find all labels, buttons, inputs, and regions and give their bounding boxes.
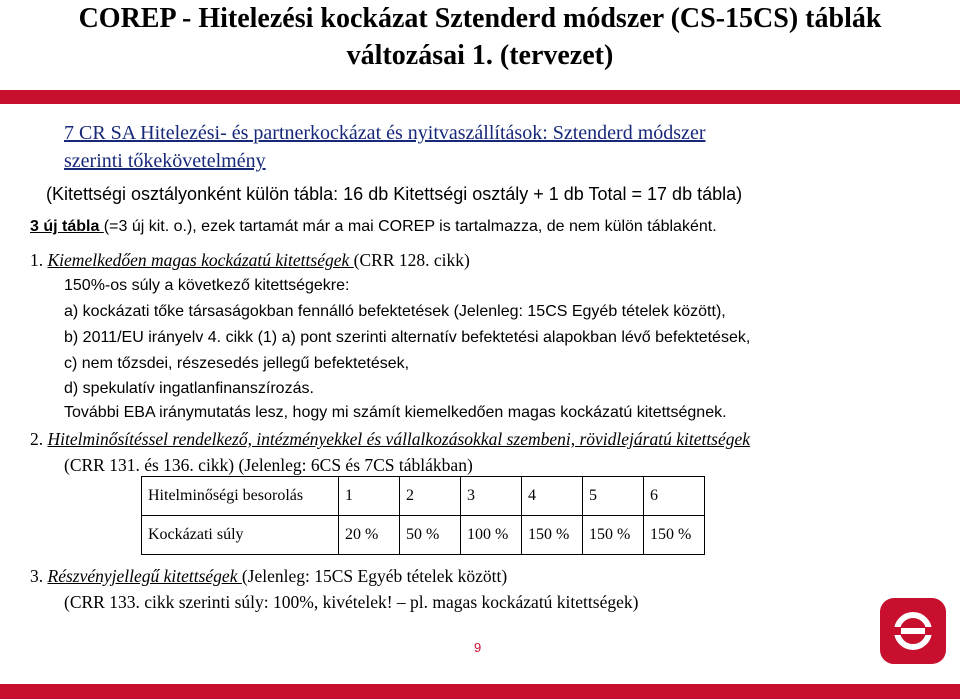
item-2-line-2: (CRR 131. és 136. cikk) (Jelenleg: 6CS és 7CS táblákban) xyxy=(64,455,473,475)
item-1-line: 150%-os súly a következő kitettségekre: xyxy=(64,277,350,294)
item-1-line: További EBA iránymutatás lesz, hogy mi számít kiemelkedően magas kockázatú kitettségnek. xyxy=(64,404,727,421)
item-1-line: d) spekulatív ingatlanfinanszírozás. xyxy=(64,380,314,397)
new-tables-bold: 3 új tábla xyxy=(30,218,104,235)
table-cell: 5 xyxy=(583,477,644,516)
table-row-label: Kockázati súly xyxy=(142,516,339,555)
table-cell: 100 % xyxy=(461,516,522,555)
page-number: 9 xyxy=(474,640,482,655)
bank-logo-icon xyxy=(880,598,946,664)
new-tables-line xyxy=(30,218,717,236)
table-cell: 6 xyxy=(644,477,705,516)
table-cell: 20 % xyxy=(339,516,400,555)
table-cell: 2 xyxy=(400,477,461,516)
item-2-title: Hitelminősítéssel rendelkező, intézményekkel és vállalkozásokkal szembeni, rövidlejáratú kitettségek xyxy=(47,429,751,449)
table-cell: 1 xyxy=(339,477,400,516)
table-row xyxy=(142,477,705,516)
title-line-1: COREP - Hitelezési kockázat Sztenderd módszer (CS-15CS) táblák xyxy=(78,3,882,34)
table-cell: 50 % xyxy=(400,516,461,555)
table-cell: 150 % xyxy=(583,516,644,555)
item-1-title: Kiemelkedően magas kockázatú kitettségek xyxy=(47,250,354,270)
item-1-line: b) 2011/EU irányelv 4. cikk (1) a) pont szerinti alternatív befektetési alapokban lévő befektetések, xyxy=(64,329,751,346)
table-cell: 150 % xyxy=(644,516,705,555)
note-line: (Kitettségi osztályonként külön tábla: 16 db Kitettségi osztály + 1 db Total = 17 db tábla) xyxy=(46,184,743,204)
item-3-title: Részvényjellegű kitettségek xyxy=(47,566,242,586)
bottom-accent-bar xyxy=(0,684,960,699)
item-1-number: 1. xyxy=(30,250,48,270)
item-2-heading xyxy=(30,429,750,450)
table-cell: 150 % xyxy=(522,516,583,555)
item-3-heading xyxy=(30,566,507,587)
subtitle-line-2: szerinti tőkekövetelmény xyxy=(64,150,266,172)
item-1-line: a) kockázati tőke társaságokban fennálló befektetések (Jelenleg: 15CS Egyéb tételek között), xyxy=(64,303,726,320)
top-accent-bar xyxy=(0,90,960,104)
title-line-2: változásai 1. (tervezet) xyxy=(346,40,614,71)
item-3-number: 3. xyxy=(30,566,48,586)
table-row-label: Hitelminőségi besorolás xyxy=(142,477,339,516)
subtitle-line-1: 7 CR SA Hitelezési- és partnerkockázat és nyitvaszállítások: Sztenderd módszer xyxy=(64,122,706,144)
item-1-ref: (CRR 128. cikk) xyxy=(353,250,470,270)
table-cell: 3 xyxy=(461,477,522,516)
item-3-line-2: (CRR 133. cikk szerinti súly: 100%, kivételek! – pl. magas kockázatú kitettségek) xyxy=(64,592,639,612)
page-title xyxy=(0,0,960,74)
table-cell: 4 xyxy=(522,477,583,516)
table-row xyxy=(142,516,705,555)
item-1-line: c) nem tőzsdei, részesedés jellegű befektetések, xyxy=(64,355,410,372)
item-2-number: 2. xyxy=(30,429,48,449)
item-3-ref: (Jelenleg: 15CS Egyéb tételek között) xyxy=(241,566,508,586)
risk-weight-table xyxy=(141,476,705,555)
item-1-heading xyxy=(30,250,470,271)
new-tables-rest: (=3 új kit. o.), ezek tartamát már a mai COREP is tartalmazza, de nem külön táblaként. xyxy=(103,218,717,235)
